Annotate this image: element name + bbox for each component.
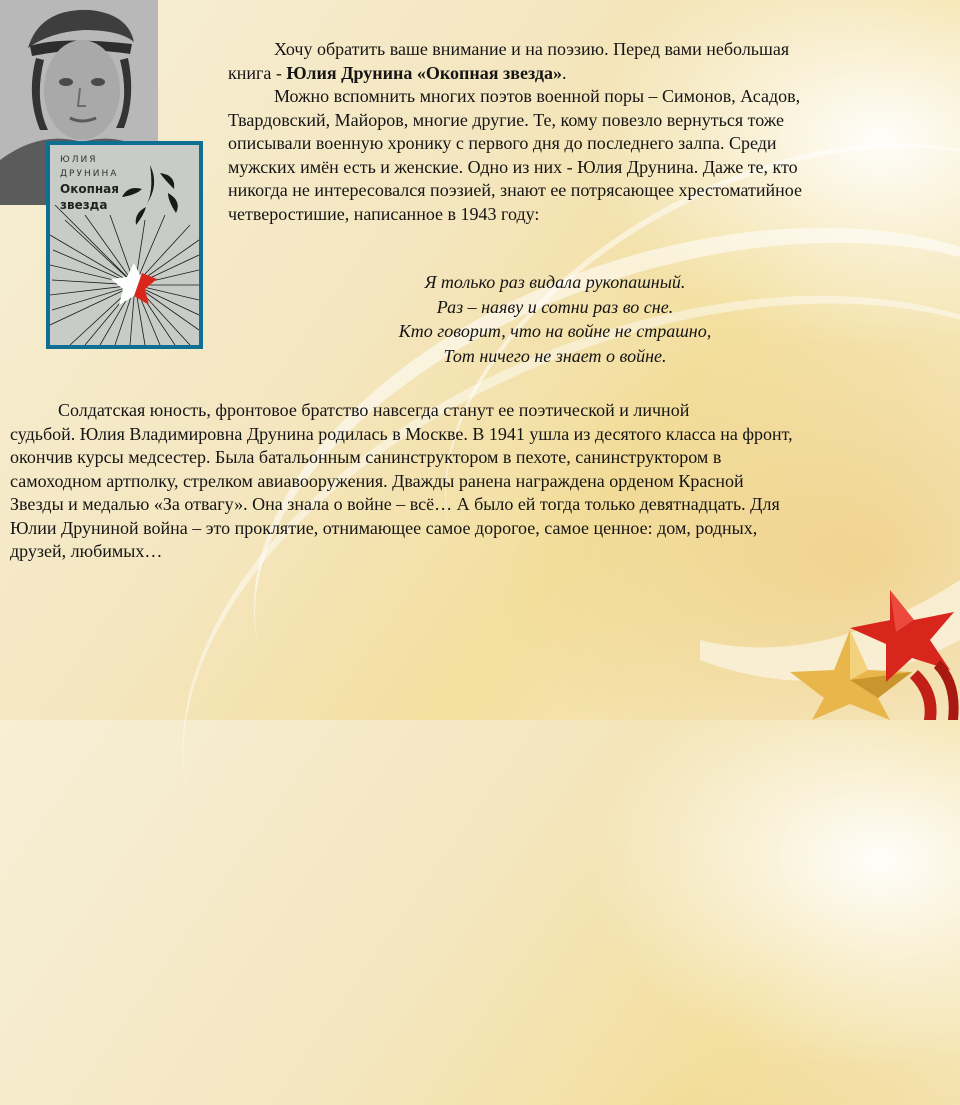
- biography-line: самоходном артполку, стрелком авиавооружения. Дважды ранена награждена орденом Красной: [10, 470, 744, 491]
- biography-line: судьбой. Юлия Владимировна Друнина родилась в Москве. В 1941 ушла из десятого класса на фронт,: [10, 423, 793, 444]
- intro-line: Твардовский, Майоров, многие другие. Те, кому повезло вернуться тоже: [228, 109, 784, 130]
- book-reference: Юлия Друнина «Окопная звезда»: [286, 62, 562, 83]
- biography-line: Звезды и медалью «За отвагу». Она знала о войне – всё… А было ей тогда только девятнадцать. Для: [10, 494, 780, 514]
- intro-book-prefix: книга -: [228, 62, 287, 83]
- intro-line: мужских имён есть и женские. Одно из них - Юлия Друнина. Даже те, кто: [228, 156, 798, 177]
- intro-line: Можно вспомнить многих поэтов военной поры – Симонов, Асадов,: [274, 86, 801, 106]
- book-cover-art: [50, 145, 199, 345]
- intro-book-line: [228, 62, 918, 86]
- red-ribbon: [934, 660, 959, 720]
- intro-line: описывали военную хронику с первого дня до последнего залпа. Среди: [228, 133, 777, 153]
- victory-star-decoration: [700, 520, 960, 720]
- poem-line: Тот ничего не знает о войне.: [443, 345, 667, 366]
- poem-quatrain: [300, 270, 810, 368]
- book-title: Окопная звезда: [60, 182, 119, 212]
- book-cover: [46, 141, 203, 349]
- book-author: ЮЛИЯ ДРУНИНА: [60, 155, 119, 179]
- intro-book-suffix: .: [561, 62, 567, 83]
- biography-line: окончив курсы медсестер. Была батальонным санинструктором в пехоте, санинструктором в: [10, 447, 722, 467]
- red-ribbon: [910, 670, 937, 720]
- intro-line: никогда не интересовался поэзией, знают ее потрясающее хрестоматийное: [228, 180, 803, 200]
- poem-line: Раз – наяву и сотни раз во сне.: [436, 296, 674, 317]
- biography-line: друзей, любимых…: [10, 541, 163, 561]
- biography-line: Юлии Друниной война – это проклятие, отнимающее самое дорогое, самое ценное: дом, родных,: [10, 517, 758, 538]
- intro-line: Хочу обратить ваше внимание и на поэзию. Перед вами небольшая: [274, 39, 790, 59]
- intro-paragraph: [228, 38, 918, 226]
- biography-line: Солдатская юность, фронтовое братство навсегда станут ее поэтической и личной: [58, 400, 690, 420]
- poem-line: Кто говорит, что на войне не страшно,: [398, 321, 712, 341]
- poem-line: Я только раз видала рукопашный.: [424, 272, 686, 292]
- intro-line: четверостишие, написанное в 1943 году:: [228, 203, 540, 224]
